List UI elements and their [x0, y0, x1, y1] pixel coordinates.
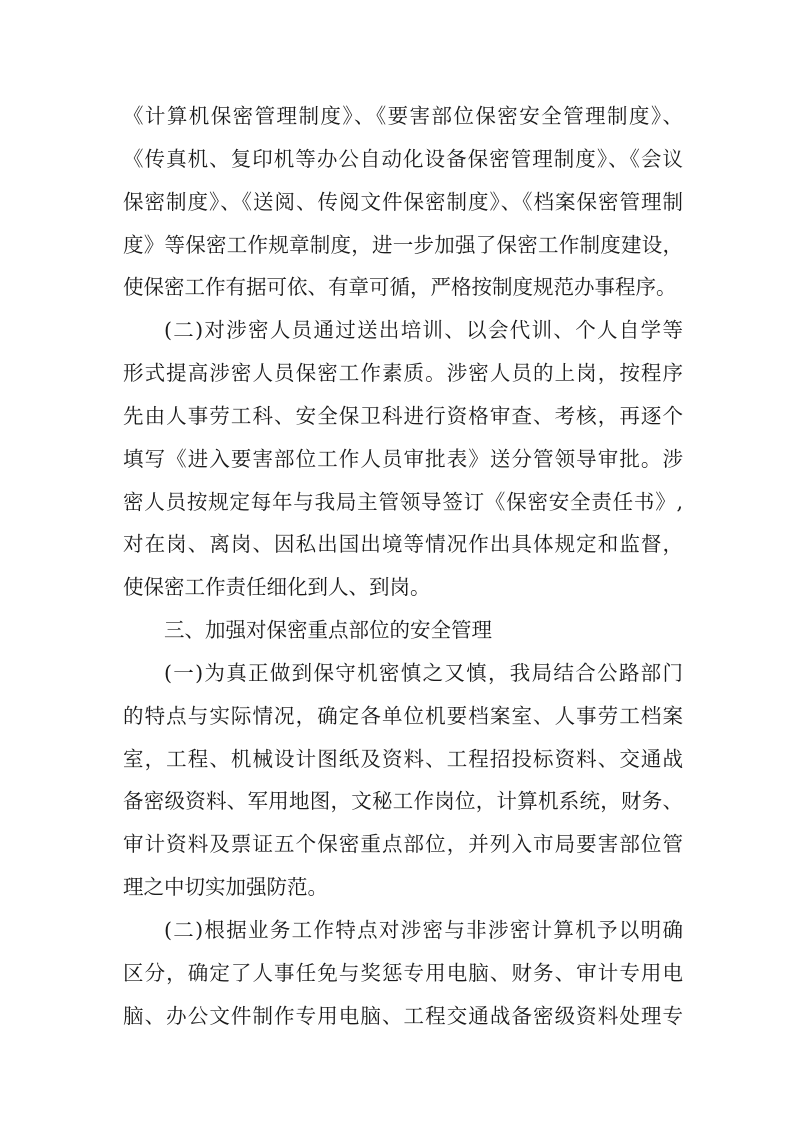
paragraph-line: 的特点与实际情况，确定各单位机要档案室、人事劳工档案	[123, 704, 683, 728]
paragraph-first-line: (二)根据业务工作特点对涉密与非涉密计算机予以明确	[164, 918, 683, 942]
paragraph-first-line: (二)对涉密人员通过送出培训、以会代训、个人自学等	[164, 318, 683, 342]
paragraph-line: 密人员按规定每年与我局主管领导签订《保密安全责任书》,	[123, 490, 683, 514]
paragraph-line: 《传真机、复印机等办公自动化设备保密管理制度》、《会议	[123, 147, 683, 171]
paragraph-line: 室，工程、机械设计图纸及资料、工程招投标资料、交通战	[123, 747, 683, 771]
paragraph-line: 审计资料及票证五个保密重点部位，并列入市局要害部位管	[123, 832, 683, 856]
section-heading: 三、加强对保密重点部位的安全管理	[164, 618, 492, 642]
paragraph-line: 使保密工作责任细化到人、到岗。	[123, 575, 431, 599]
paragraph-line: 区分，确定了人事任免与奖惩专用电脑、财务、审计专用电	[123, 961, 683, 985]
paragraph-line: 形式提高涉密人员保密工作素质。涉密人员的上岗，按程序	[123, 361, 683, 385]
paragraph-line: 先由人事劳工科、安全保卫科进行资格审查、考核，再逐个	[123, 404, 683, 428]
paragraph-line: 对在岗、离岗、因私出国出境等情况作出具体规定和监督，	[123, 532, 683, 556]
paragraph-line: 脑、办公文件制作专用电脑、工程交通战备密级资料处理专	[123, 1004, 683, 1028]
paragraph-line: 《计算机保密管理制度》、《要害部位保密安全管理制度》、	[123, 104, 683, 128]
paragraph-line: 保密制度》、《送阅、传阅文件保密制度》、《档案保密管理制	[123, 190, 683, 214]
paragraph-line: 度》等保密工作规章制度，进一步加强了保密工作制度建设，	[123, 233, 683, 257]
paragraph-line: 使保密工作有据可依、有章可循，严格按制度规范办事程序。	[123, 275, 677, 299]
paragraph-line: 理之中切实加强防范。	[123, 875, 328, 899]
paragraph-first-line: (一)为真正做到保守机密慎之又慎，我局结合公路部门	[164, 661, 683, 685]
paragraph-line: 填写《进入要害部位工作人员审批表》送分管领导审批。涉	[123, 447, 683, 471]
paragraph-line: 备密级资料、军用地图，文秘工作岗位，计算机系统，财务、	[123, 789, 683, 813]
